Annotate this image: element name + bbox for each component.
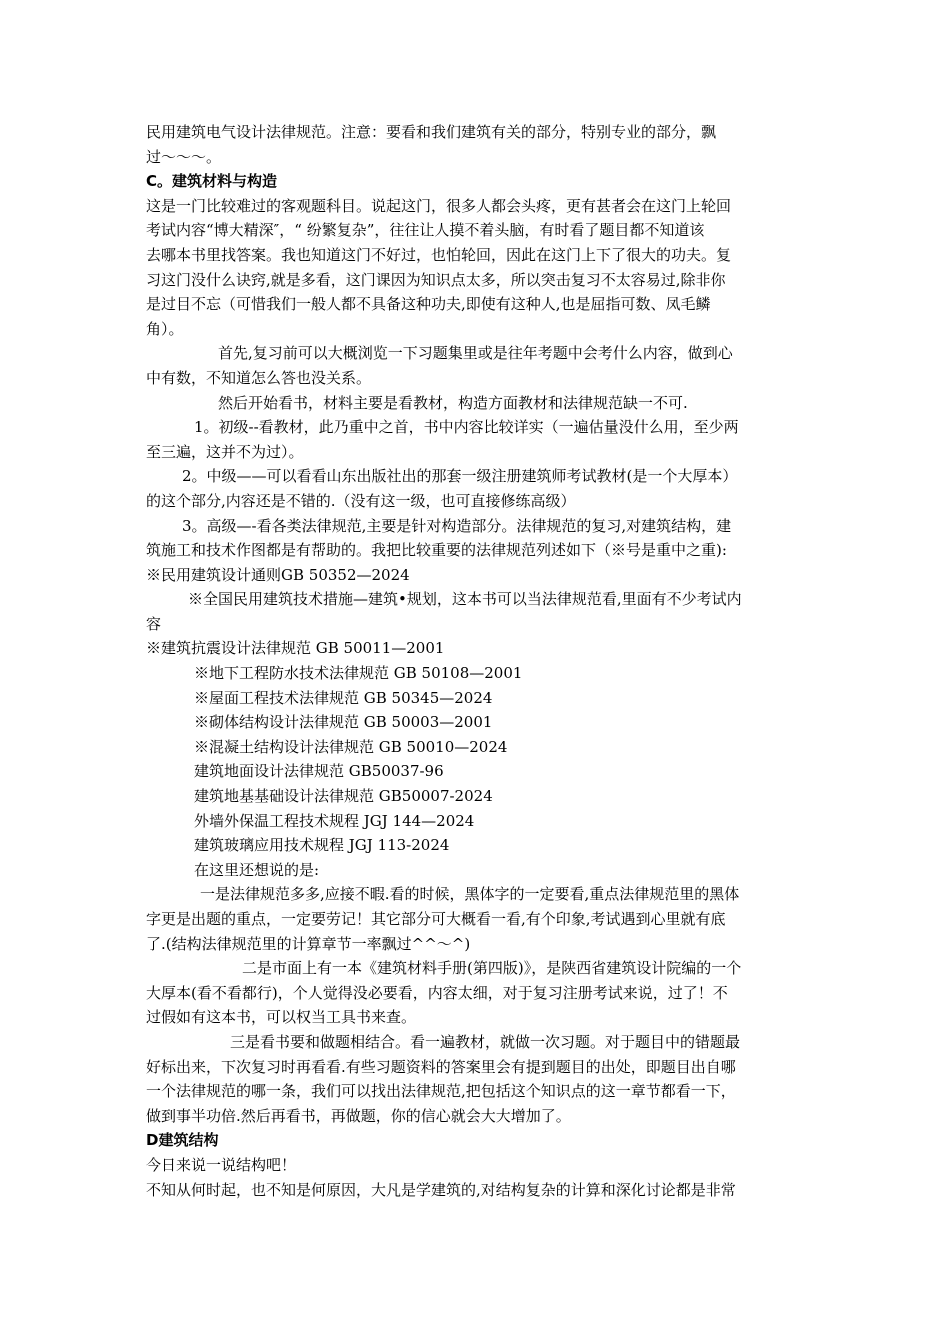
standard-item: ※建筑抗震设计法律规范 GB 50011—2001 [146, 639, 445, 658]
paragraph-line: 容 [146, 614, 162, 633]
paragraph-line: 二是市面上有一本《建筑材料手册(第四版)》，是陕西省建筑设计院编的一个 [242, 959, 742, 978]
standard-item: ※砌体结构设计法律规范 GB 50003—2001 [194, 713, 493, 732]
paragraph-line: 民用建筑电气设计法律规范。注意：要看和我们建筑有关的部分，特别专业的部分，飘 [146, 123, 717, 141]
paragraph-line: 一个法律规范的哪一条，我们可以找出法律规范,把包括这个知识点的这一章节都看一下， [146, 1082, 736, 1101]
paragraph-line: 是过目不忘（可惜我们一般人都不具备这种功夫,即使有这种人,也是屈指可数、凤毛鳞 [146, 295, 711, 314]
list-item: 1。初级--看教材，此乃重中之首，书中内容比较详实（一遍估量没什么用，至少两 [194, 418, 739, 437]
standard-item: ※屋面工程技术法律规范 GB 50345—2024 [194, 688, 493, 707]
paragraph-line: 大厚本(看不看都行)，个人觉得没必要看，内容太细，对于复习注册考试来说，过了！不 [146, 983, 728, 1002]
standard-item: ※混凝土结构设计法律规范 GB 50010—2024 [194, 737, 508, 756]
paragraph-line: 三是看书要和做题相结合。看一遍教材，就做一次习题。对于题目中的错题最 [230, 1032, 741, 1051]
paragraph-line: 角）。 [146, 319, 184, 338]
paragraph-line: 做到事半功倍.然后再看书，再做题，你的信心就会大大增加了。 [146, 1106, 571, 1125]
paragraph-line: 考试内容“博大精深″，“ 纷繁复杂”，往往让人摸不着头脑，有时看了题目都不知道该 [146, 221, 705, 240]
section-heading-c: C。建筑材料与构造 [146, 172, 278, 191]
standard-item: 建筑地面设计法律规范 GB50037-96 [194, 762, 444, 781]
paragraph-line: 不知从何时起，也不知是何原因，大凡是学建筑的,对结构复杂的计算和深化讨论都是非常 [146, 1180, 736, 1199]
standard-item: 外墙外保温工程技术规程 JGJ 144—2024 [194, 811, 475, 830]
paragraph-line: 在这里还想说的是: [194, 860, 320, 879]
list-item: 2。中级——可以看看山东出版社出的那套一级注册建筑师考试教材(是一个大厚本） [182, 467, 738, 486]
standard-item: 建筑地基基础设计法律规范 GB50007-2024 [194, 787, 493, 806]
section-heading-d: D建筑结构 [146, 1131, 219, 1150]
paragraph-line: 然后开始看书，材料主要是看教材，构造方面教材和法律规范缺一不可. [218, 393, 688, 412]
paragraph-line: 一是法律规范多多,应接不暇.看的时候，黑体字的一定要看,重点法律规范里的黑体 [200, 885, 740, 904]
paragraph-line: 筑施工和技术作图都是有帮助的。我把比较重要的法律规范列述如下（※号是重中之重): [146, 541, 727, 560]
paragraph-line: 习这门没什么诀窍,就是多看，这门课因为知识点太多，所以突击复习不太容易过,除非你 [146, 270, 726, 289]
paragraph-line: 这是一门比较难过的客观题科目。说起这门，很多人都会头疼，更有甚者会在这门上轮回 [146, 196, 732, 215]
paragraph-line: 好标出来，下次复习时再看看.有些习题资料的答案里会有提到题目的出处，即题目出自哪 [146, 1057, 736, 1076]
paragraph-line: 过假如有这本书，可以权当工具书来查。 [146, 1008, 417, 1027]
paragraph-line: 中有数，不知道怎么答也没关系。 [146, 368, 372, 387]
paragraph-line: 字更是出题的重点，一定要劳记！其它部分可大概看一看,有个印象,考试遇到心里就有底 [146, 910, 726, 928]
list-item: 3。高级—-看各类法律规范,主要是针对构造部分。法律规范的复习,对建筑结构，建 [182, 516, 732, 535]
standard-item: 建筑玻璃应用技术规程 JGJ 113-2024 [194, 836, 450, 855]
paragraph-line: 去哪本书里找答案。我也知道这门不好过，也怕轮回，因此在这门上下了很大的功夫。复 [146, 245, 732, 264]
document-body [146, 120, 814, 1202]
paragraph-line: 至三遍，这并不为过）。 [146, 442, 304, 461]
paragraph-line: 今日来说一说结构吧！ [146, 1155, 297, 1174]
paragraph-line: 的这个部分,内容还是不错的.（没有这一级，也可直接修练高级） [146, 491, 576, 510]
standard-item: ※全国民用建筑技术措施—建筑•规划，这本书可以当法律规范看,里面有不少考试内 [188, 590, 742, 609]
standard-item: ※民用建筑设计通则GB 50352—2024 [146, 565, 410, 584]
standard-item: ※地下工程防水技术法律规范 GB 50108—2001 [194, 664, 523, 683]
paragraph-line: 过～～～。 [146, 147, 222, 166]
paragraph-line: 了.(结构法律规范里的计算章节一率飘过^^～^) [146, 934, 471, 953]
paragraph-line: 首先,复习前可以大概浏览一下习题集里或是往年考题中会考什么内容，做到心 [218, 344, 733, 363]
